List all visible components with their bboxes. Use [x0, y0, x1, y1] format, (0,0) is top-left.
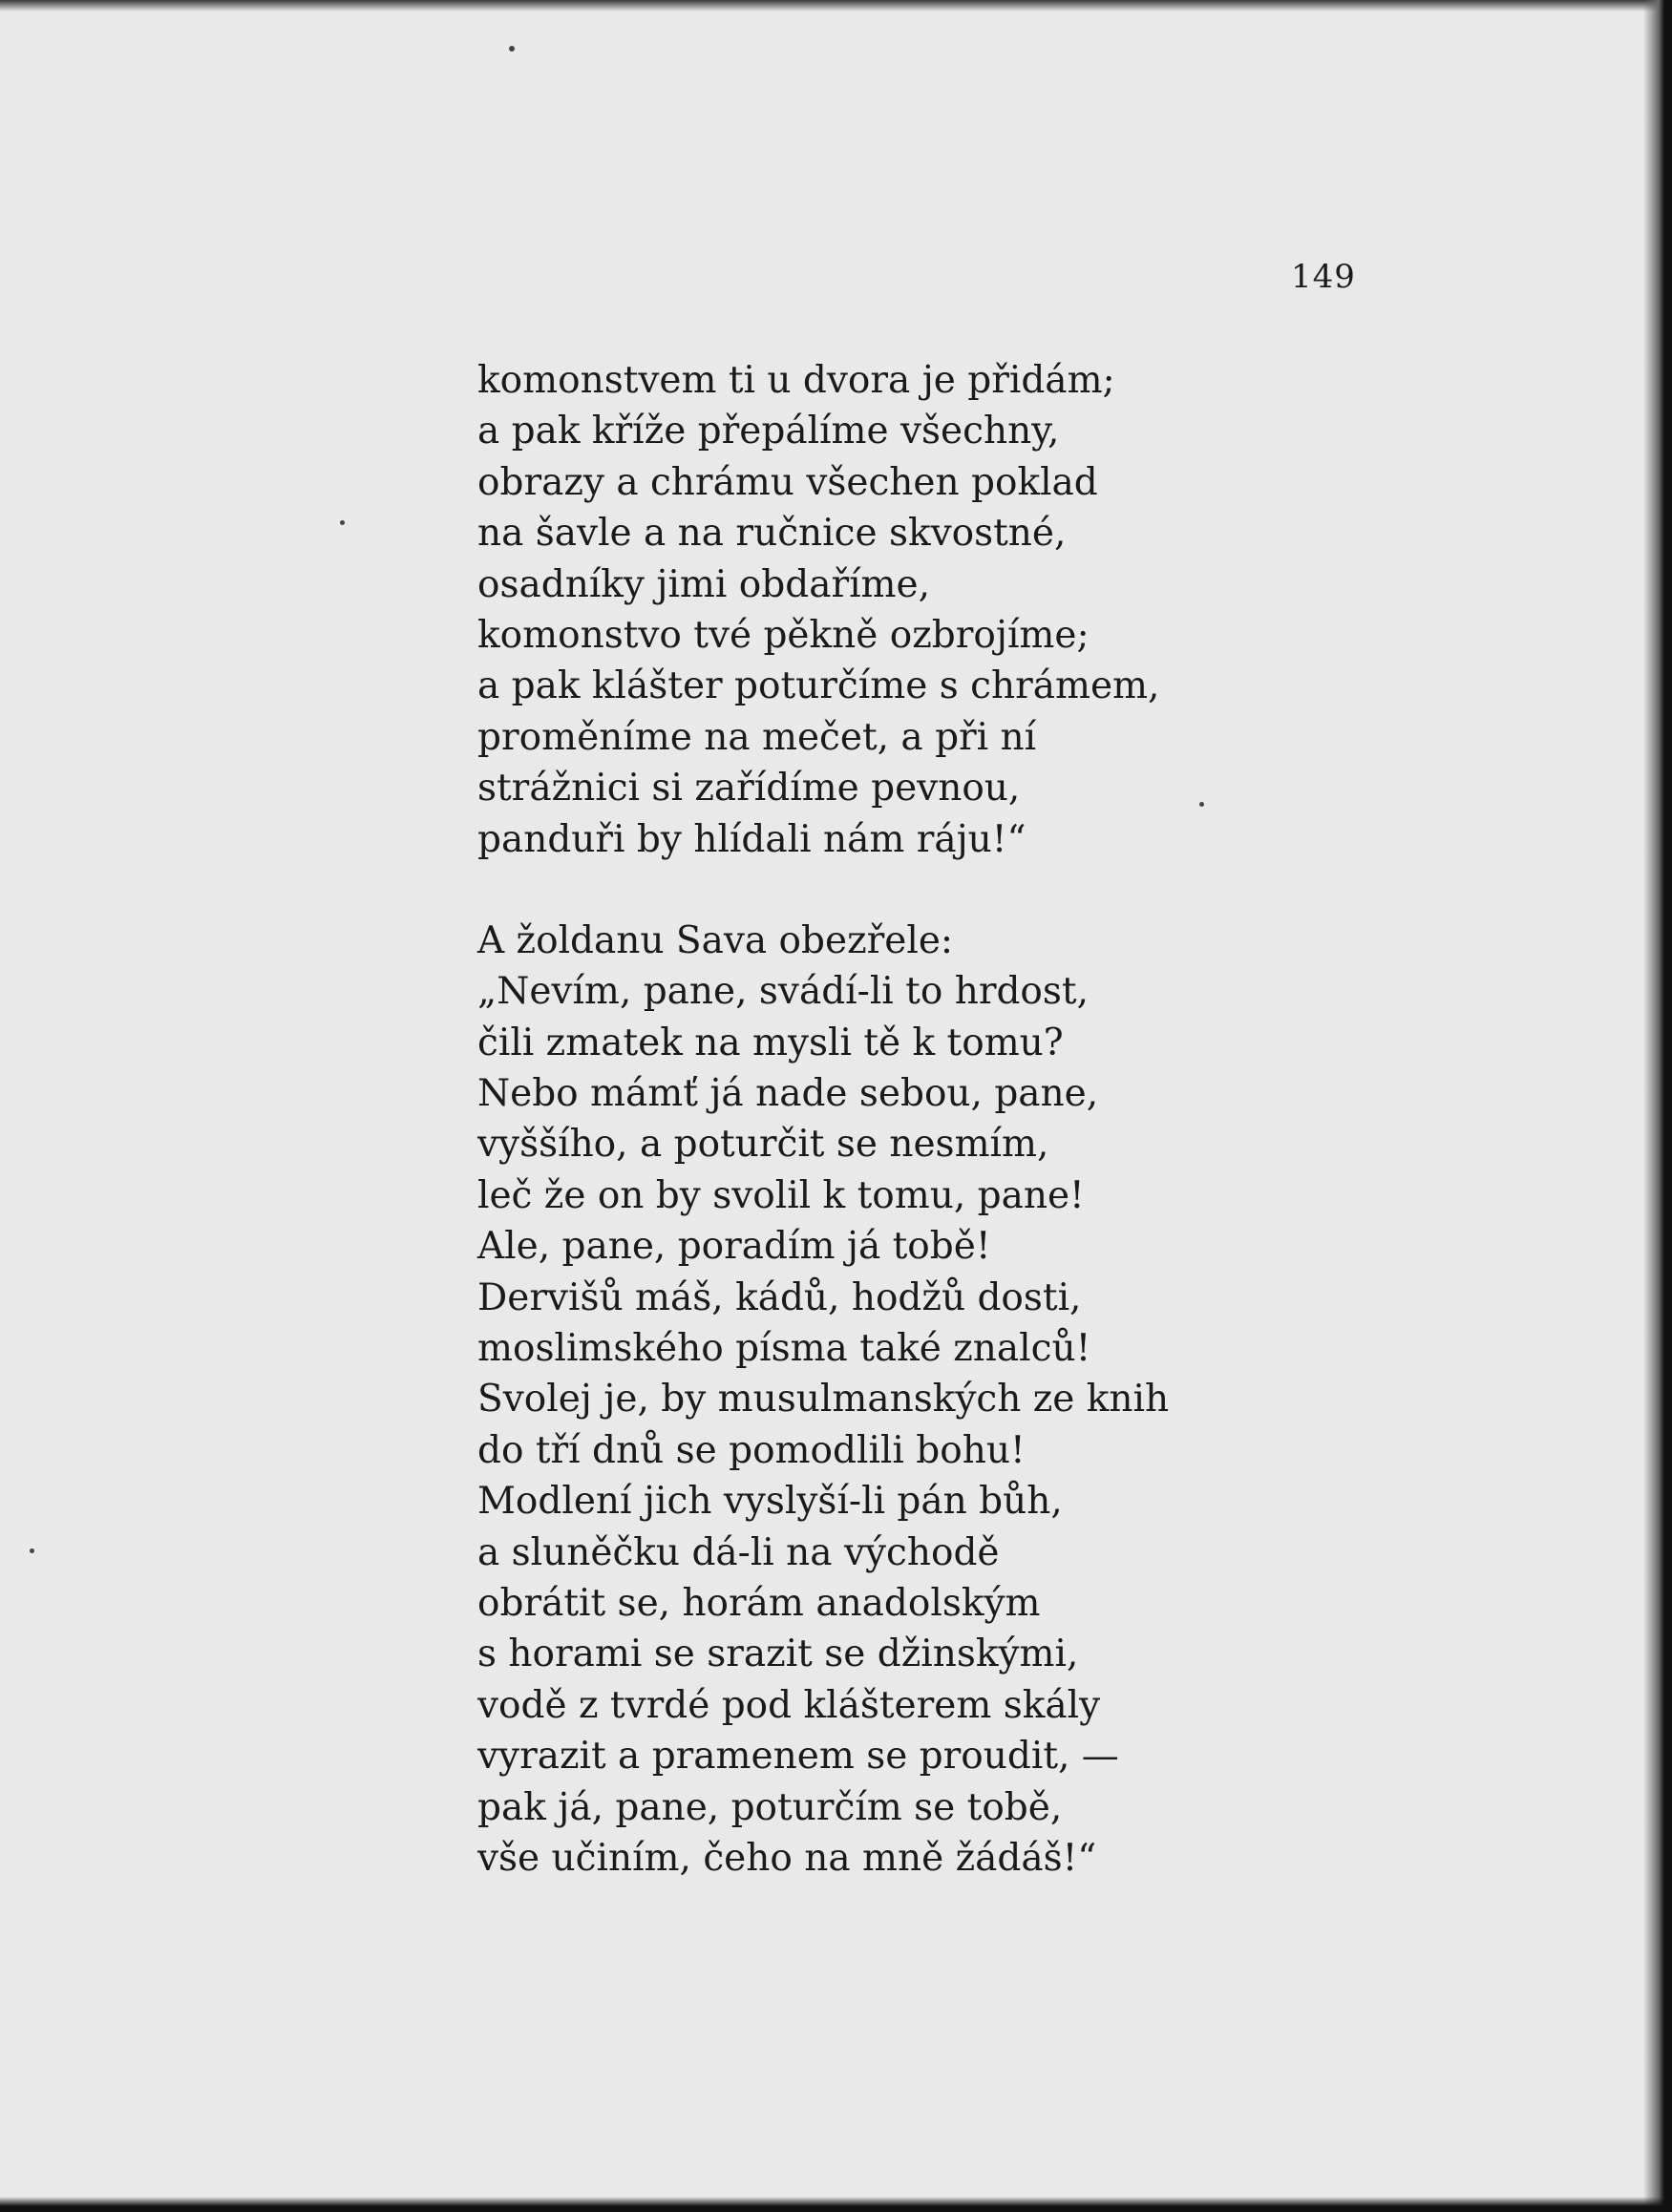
poem-line: a sluněčku dá-li na východě — [477, 1530, 1000, 1574]
ink-speck — [340, 520, 345, 525]
ink-speck — [30, 1548, 34, 1553]
poem-line: komonstvem ti u dvora je přidám; — [477, 359, 1115, 402]
page-right-edge-shadow — [1643, 0, 1672, 2212]
poem-text — [477, 355, 1566, 1884]
page-number: 149 — [1291, 258, 1356, 296]
poem-line: Dervišů máš, kádů, hodžů dosti, — [477, 1275, 1082, 1319]
poem-line: Svolej je, by musulmanských ze knih — [477, 1378, 1170, 1422]
poem-line: moslimského písma také znalců! — [477, 1327, 1091, 1371]
poem-line: osadníky jimi obdaříme, — [477, 562, 931, 606]
poem-line: na šavle a na ručnice skvostné, — [477, 512, 1067, 556]
poem-line: Nebo mámť já nade sebou, pane, — [477, 1072, 1099, 1116]
poem-line: leč že on by svolil k tomu, pane! — [477, 1173, 1085, 1217]
poem-line: pak já, pane, poturčím se tobě, — [477, 1785, 1063, 1829]
poem-line: strážnici si zařídíme pevnou, — [477, 767, 1021, 811]
poem-line: „Nevím, pane, svádí-li to hrdost, — [477, 970, 1089, 1014]
poem-line: Ale, pane, poradím já tobě! — [477, 1225, 991, 1269]
poem-line: do tří dnů se pomodlili bohu! — [477, 1428, 1026, 1472]
poem-line: vyrazit a pramenem se proudit, — — [477, 1735, 1119, 1779]
poem-line: a pak kříže přepálíme všechny, — [477, 410, 1060, 453]
poem-line: a pak klášter poturčíme s chrámem, — [477, 664, 1160, 708]
page-bottom-edge-shadow — [0, 2197, 1672, 2212]
poem-line: komonstvo tvé pěkně ozbrojíme; — [477, 613, 1090, 657]
ink-speck — [509, 46, 515, 52]
poem-line: Modlení jich vyslyší-li pán bůh, — [477, 1480, 1063, 1524]
poem-line: obrazy a chrámu všechen poklad — [477, 460, 1098, 504]
stanza-2 — [477, 916, 1566, 1884]
page-top-edge-shadow — [0, 0, 1672, 11]
poem-line: vodě z tvrdé pod klášterem skály — [477, 1683, 1101, 1727]
poem-line: vše učiním, čeho na mně žádáš!“ — [477, 1836, 1097, 1880]
poem-line: A žoldanu Sava obezřele: — [477, 918, 954, 962]
poem-line: panduři by hlídali nám ráju!“ — [477, 817, 1026, 861]
poem-line: obrátit se, horám anadolským — [477, 1581, 1041, 1625]
poem-line: proměníme na mečet, a při ní — [477, 715, 1037, 759]
poem-line: vyššího, a poturčit se nesmím, — [477, 1123, 1049, 1167]
stanza-1 — [477, 355, 1566, 865]
poem-line: s horami se srazit se džinskými, — [477, 1633, 1079, 1676]
poem-line: čili zmatek na mysli tě k tomu? — [477, 1021, 1064, 1064]
